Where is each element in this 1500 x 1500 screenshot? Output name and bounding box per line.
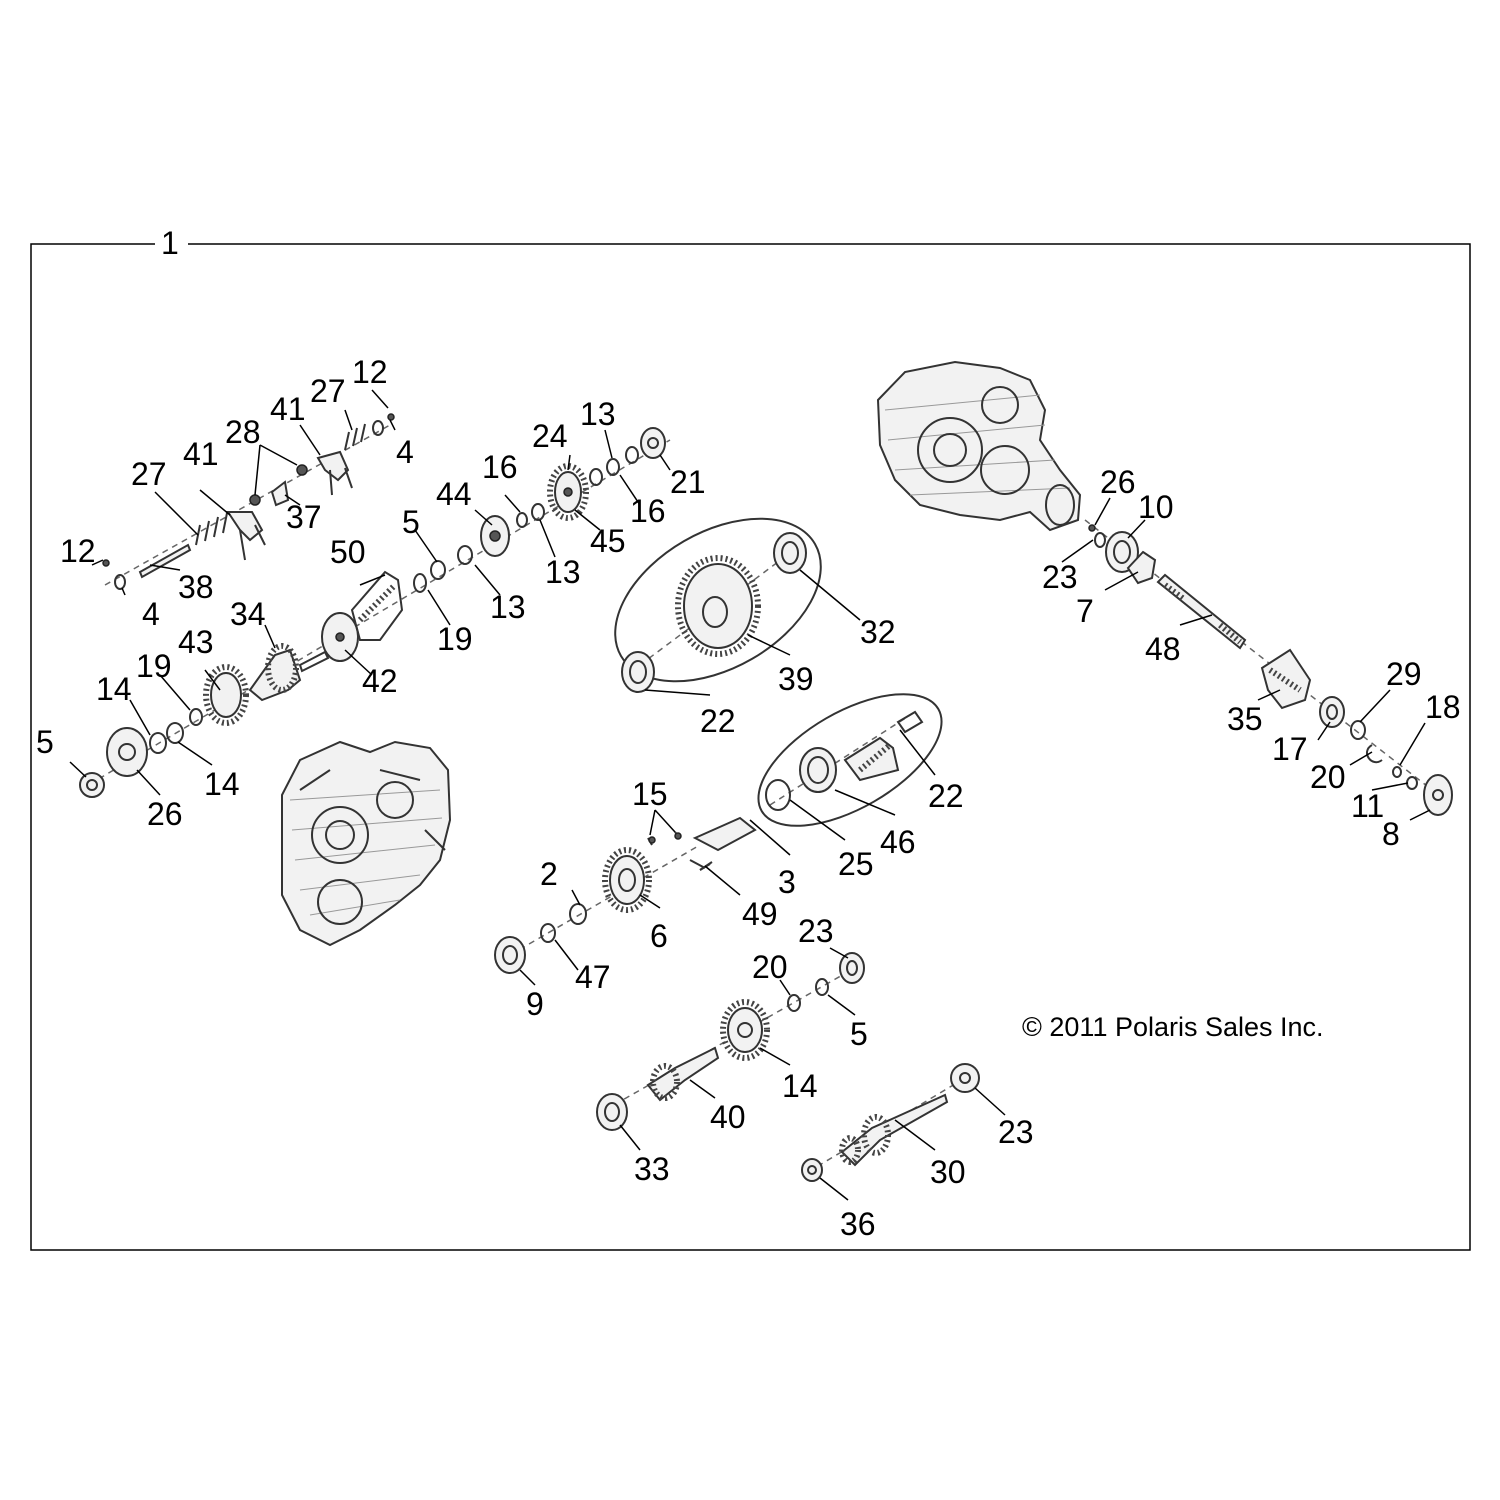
callout-9: 47 <box>575 959 611 995</box>
callout-20: 23 <box>798 913 834 949</box>
callout-11: 20 <box>1310 759 1346 795</box>
callout-28: 28 <box>225 414 261 450</box>
callout-5: 5 <box>402 504 420 540</box>
callout-16: 16 <box>630 493 666 529</box>
callout-4: 4 <box>396 434 414 470</box>
assembly-frame <box>31 225 1470 1250</box>
callout-5: 20 <box>752 949 788 985</box>
callout-13: 13 <box>580 396 616 432</box>
callout-26: 36 <box>840 1206 876 1242</box>
callout-12: 12 <box>60 533 96 569</box>
countershaft-group <box>495 818 755 973</box>
callout-25: 46 <box>880 824 916 860</box>
callout-40: 14 <box>782 1068 818 1104</box>
callout-23: 33 <box>634 1151 670 1187</box>
callout-49: 3 <box>778 864 796 900</box>
main-shaft-group <box>80 428 670 797</box>
callout-35: 48 <box>1145 631 1181 667</box>
callout-8: 11 <box>1351 788 1385 824</box>
callout-42: 42 <box>362 663 398 699</box>
callout-26: 5 <box>36 724 54 760</box>
callout-48: 7 <box>1076 593 1094 629</box>
callout-47: 6 <box>650 918 668 954</box>
callout-29: 35 <box>1227 701 1263 737</box>
callout-37: 37 <box>286 499 322 535</box>
callout-30: 23 <box>998 1114 1034 1150</box>
callout-13: 13 <box>545 554 581 590</box>
callout-34: 34 <box>230 596 266 632</box>
callout-50: 50 <box>330 534 366 570</box>
callout-27: 27 <box>131 456 167 492</box>
callout-19: 19 <box>437 621 473 657</box>
leader-lines <box>70 390 1430 1200</box>
callout-20: 17 <box>1272 731 1308 767</box>
transmission-housing-left <box>282 742 450 945</box>
callout-17: 18 <box>1425 689 1461 725</box>
callout-31: 8 <box>1382 816 1400 852</box>
callout-10: 26 <box>1100 464 1136 500</box>
callout-15: 25 <box>838 846 874 882</box>
callout-14: 5 <box>850 1016 868 1052</box>
copyright-notice: © 2011 Polaris Sales Inc. <box>1022 1012 1324 1042</box>
transmission-housing-right <box>878 362 1080 530</box>
callout-43: 43 <box>178 624 214 660</box>
callout-18: 29 <box>1386 656 1422 692</box>
pinion-group <box>738 667 963 852</box>
callout-23: 10 <box>1138 489 1174 525</box>
callout-14: 13 <box>490 589 526 625</box>
callout-38: 38 <box>178 569 214 605</box>
callout-14: 14 <box>96 671 132 707</box>
callout-32: 39 <box>778 661 814 697</box>
callout-41: 41 <box>270 391 306 427</box>
callout-46: 22 <box>928 778 964 814</box>
callout-1: 1 <box>161 225 179 261</box>
callout-22: 32 <box>860 614 896 650</box>
callout-27: 27 <box>310 373 346 409</box>
callout-19: 19 <box>136 648 172 684</box>
callout-3: 15 <box>632 776 668 812</box>
callout-33: 40 <box>710 1099 746 1135</box>
callouts <box>36 354 1461 1242</box>
callout-41: 41 <box>183 436 219 472</box>
callout-21: 21 <box>670 464 706 500</box>
callout-16: 16 <box>482 449 518 485</box>
callout-12: 12 <box>352 354 388 390</box>
callout-7: 23 <box>1042 559 1078 595</box>
callout-39: 26 <box>147 796 183 832</box>
callout-36: 30 <box>930 1154 966 1190</box>
callout-45: 45 <box>590 523 626 559</box>
callout-4: 4 <box>142 596 160 632</box>
callout-44: 44 <box>436 476 472 512</box>
callout-24: 24 <box>532 418 568 454</box>
callout-5: 14 <box>204 766 240 802</box>
callout-6: 2 <box>540 856 558 892</box>
callout-23: 9 <box>526 986 544 1022</box>
callout-2: 49 <box>742 896 778 932</box>
callout-22: 22 <box>700 703 736 739</box>
